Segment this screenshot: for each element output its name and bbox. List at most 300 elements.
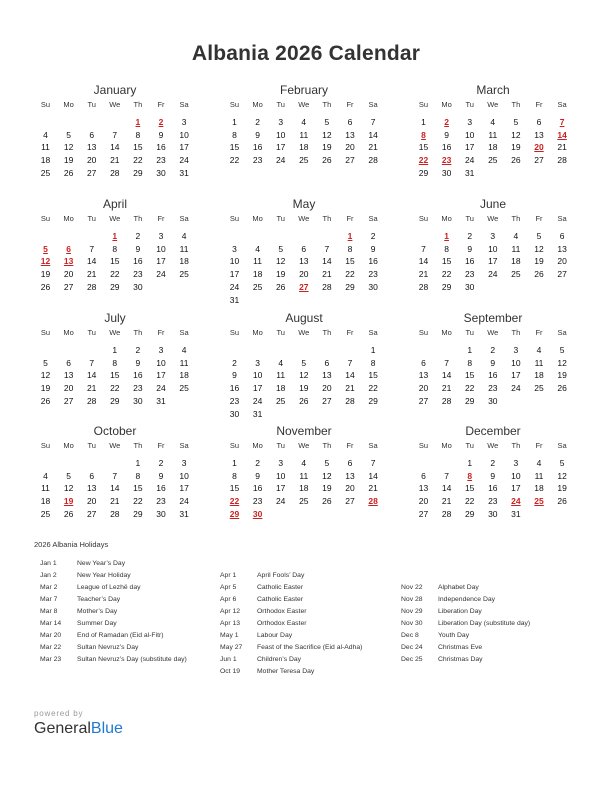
date-cell[interactable]: 7 bbox=[444, 357, 449, 368]
date-cell[interactable]: 2 bbox=[467, 231, 473, 241]
date-cell[interactable]: 21 bbox=[86, 269, 97, 280]
date-cell[interactable]: 30 bbox=[488, 395, 498, 406]
date-cell[interactable]: 6 bbox=[301, 243, 307, 254]
date-cell[interactable]: 18 bbox=[40, 496, 51, 507]
date-cell[interactable]: 19 bbox=[275, 269, 286, 280]
date-cell[interactable]: 15 bbox=[418, 142, 429, 153]
date-cell[interactable]: 17 bbox=[464, 142, 475, 153]
date-cell[interactable]: 16 bbox=[488, 483, 498, 494]
date-cell[interactable]: 23 bbox=[133, 269, 143, 280]
date-cell[interactable]: 21 bbox=[86, 383, 97, 394]
date-cell[interactable]: 1 bbox=[112, 345, 118, 355]
holiday-date-cell[interactable]: 1 bbox=[135, 117, 141, 127]
date-cell[interactable]: 13 bbox=[63, 370, 74, 381]
date-cell[interactable]: 21 bbox=[368, 142, 378, 153]
date-cell[interactable]: 29 bbox=[368, 395, 378, 406]
date-cell[interactable]: 1 bbox=[370, 345, 376, 355]
date-cell[interactable]: 7 bbox=[370, 117, 376, 127]
date-cell[interactable]: 20 bbox=[63, 383, 74, 394]
date-cell[interactable]: 10 bbox=[511, 357, 521, 368]
date-cell[interactable]: 10 bbox=[229, 256, 240, 267]
date-cell[interactable]: 2 bbox=[490, 345, 496, 355]
holiday-date-cell[interactable]: 1 bbox=[347, 231, 353, 241]
date-cell[interactable]: 31 bbox=[179, 167, 189, 178]
date-cell[interactable]: 21 bbox=[441, 496, 452, 507]
date-cell[interactable]: 14 bbox=[441, 370, 452, 381]
date-cell[interactable]: 29 bbox=[345, 281, 355, 292]
date-cell[interactable]: 31 bbox=[464, 167, 475, 178]
date-cell[interactable]: 1 bbox=[232, 117, 237, 127]
date-cell[interactable]: 15 bbox=[110, 370, 120, 381]
date-cell[interactable]: 27 bbox=[86, 508, 97, 519]
date-cell[interactable]: 11 bbox=[41, 483, 50, 494]
date-cell[interactable]: 20 bbox=[418, 383, 429, 394]
date-cell[interactable]: 14 bbox=[86, 256, 97, 267]
date-cell[interactable]: 23 bbox=[156, 155, 166, 166]
date-cell[interactable]: 13 bbox=[418, 483, 429, 494]
date-cell[interactable]: 21 bbox=[418, 269, 429, 280]
date-cell[interactable]: 29 bbox=[110, 395, 120, 406]
date-cell[interactable]: 25 bbox=[179, 269, 189, 280]
date-cell[interactable]: 4 bbox=[301, 117, 307, 127]
date-cell[interactable]: 21 bbox=[322, 269, 332, 280]
date-cell[interactable]: 15 bbox=[133, 483, 143, 494]
date-cell[interactable]: 13 bbox=[299, 256, 309, 267]
date-cell[interactable]: 15 bbox=[229, 483, 240, 494]
holiday-date-cell[interactable]: 14 bbox=[557, 129, 567, 140]
date-cell[interactable]: 27 bbox=[557, 269, 567, 280]
date-cell[interactable]: 13 bbox=[345, 470, 355, 481]
date-cell[interactable]: 6 bbox=[89, 470, 95, 481]
date-cell[interactable]: 19 bbox=[63, 155, 74, 166]
date-cell[interactable]: 26 bbox=[299, 395, 309, 406]
date-cell[interactable]: 9 bbox=[255, 129, 260, 140]
date-cell[interactable]: 6 bbox=[89, 129, 95, 140]
date-cell[interactable]: 24 bbox=[488, 269, 498, 280]
date-cell[interactable]: 6 bbox=[536, 117, 542, 127]
date-cell[interactable]: 12 bbox=[63, 142, 74, 153]
date-cell[interactable]: 30 bbox=[133, 281, 143, 292]
date-cell[interactable]: 30 bbox=[441, 167, 452, 178]
date-cell[interactable]: 11 bbox=[253, 256, 262, 267]
date-cell[interactable]: 15 bbox=[345, 256, 355, 267]
date-cell[interactable]: 29 bbox=[110, 281, 120, 292]
date-cell[interactable]: 24 bbox=[156, 269, 166, 280]
date-cell[interactable]: 3 bbox=[232, 243, 237, 254]
date-cell[interactable]: 30 bbox=[133, 395, 143, 406]
holiday-date-cell[interactable]: 5 bbox=[43, 243, 48, 254]
date-cell[interactable]: 14 bbox=[345, 370, 355, 381]
date-cell[interactable]: 31 bbox=[179, 508, 189, 519]
date-cell[interactable]: 12 bbox=[557, 357, 567, 368]
date-cell[interactable]: 15 bbox=[368, 370, 378, 381]
date-cell[interactable]: 5 bbox=[66, 470, 71, 481]
date-cell[interactable]: 6 bbox=[324, 357, 330, 368]
date-cell[interactable]: 25 bbox=[179, 383, 189, 394]
date-cell[interactable]: 12 bbox=[322, 129, 332, 140]
date-cell[interactable]: 4 bbox=[513, 231, 519, 241]
date-cell[interactable]: 26 bbox=[40, 281, 51, 292]
date-cell[interactable]: 20 bbox=[86, 155, 97, 166]
date-cell[interactable]: 19 bbox=[534, 256, 544, 267]
date-cell[interactable]: 4 bbox=[536, 458, 542, 468]
date-cell[interactable]: 15 bbox=[441, 256, 452, 267]
date-cell[interactable]: 23 bbox=[488, 383, 498, 394]
date-cell[interactable]: 16 bbox=[133, 256, 143, 267]
date-cell[interactable]: 2 bbox=[135, 345, 141, 355]
date-cell[interactable]: 20 bbox=[345, 483, 355, 494]
date-cell[interactable]: 28 bbox=[345, 395, 355, 406]
date-cell[interactable]: 12 bbox=[275, 256, 286, 267]
date-cell[interactable]: 11 bbox=[488, 129, 498, 140]
date-cell[interactable]: 2 bbox=[255, 117, 260, 127]
date-cell[interactable]: 12 bbox=[534, 243, 544, 254]
date-cell[interactable]: 1 bbox=[467, 345, 473, 355]
date-cell[interactable]: 26 bbox=[557, 383, 567, 394]
date-cell[interactable]: 2 bbox=[255, 458, 260, 468]
holiday-date-cell[interactable]: 8 bbox=[467, 470, 473, 481]
date-cell[interactable]: 28 bbox=[418, 281, 429, 292]
date-cell[interactable]: 27 bbox=[345, 496, 355, 507]
date-cell[interactable]: 30 bbox=[229, 408, 240, 419]
date-cell[interactable]: 21 bbox=[368, 483, 378, 494]
date-cell[interactable]: 5 bbox=[301, 357, 307, 368]
date-cell[interactable]: 9 bbox=[255, 470, 260, 481]
date-cell[interactable]: 14 bbox=[418, 256, 429, 267]
date-cell[interactable]: 16 bbox=[252, 483, 263, 494]
date-cell[interactable]: 26 bbox=[275, 281, 286, 292]
date-cell[interactable]: 18 bbox=[179, 370, 189, 381]
date-cell[interactable]: 12 bbox=[63, 483, 74, 494]
date-cell[interactable]: 22 bbox=[441, 269, 452, 280]
date-cell[interactable]: 11 bbox=[511, 243, 521, 254]
date-cell[interactable]: 17 bbox=[275, 483, 286, 494]
holiday-date-cell[interactable]: 20 bbox=[534, 142, 544, 153]
date-cell[interactable]: 16 bbox=[368, 256, 378, 267]
date-cell[interactable]: 9 bbox=[232, 370, 237, 381]
date-cell[interactable]: 3 bbox=[181, 458, 187, 468]
date-cell[interactable]: 19 bbox=[299, 383, 309, 394]
date-cell[interactable]: 23 bbox=[464, 269, 475, 280]
date-cell[interactable]: 29 bbox=[464, 508, 475, 519]
date-cell[interactable]: 26 bbox=[534, 269, 544, 280]
date-cell[interactable]: 17 bbox=[179, 483, 189, 494]
date-cell[interactable]: 8 bbox=[112, 243, 118, 254]
date-cell[interactable]: 17 bbox=[179, 142, 189, 153]
date-cell[interactable]: 13 bbox=[557, 243, 567, 254]
date-cell[interactable]: 6 bbox=[66, 357, 71, 368]
date-cell[interactable]: 13 bbox=[322, 370, 332, 381]
date-cell[interactable]: 24 bbox=[179, 496, 189, 507]
date-cell[interactable]: 9 bbox=[490, 357, 496, 368]
date-cell[interactable]: 12 bbox=[322, 470, 332, 481]
date-cell[interactable]: 11 bbox=[534, 470, 544, 481]
date-cell[interactable]: 15 bbox=[464, 370, 475, 381]
date-cell[interactable]: 13 bbox=[534, 129, 544, 140]
date-cell[interactable]: 26 bbox=[63, 167, 74, 178]
date-cell[interactable]: 16 bbox=[229, 383, 240, 394]
date-cell[interactable]: 23 bbox=[252, 496, 263, 507]
date-cell[interactable]: 12 bbox=[40, 370, 51, 381]
date-cell[interactable]: 1 bbox=[421, 117, 426, 127]
date-cell[interactable]: 5 bbox=[536, 231, 542, 241]
date-cell[interactable]: 17 bbox=[511, 483, 521, 494]
date-cell[interactable]: 2 bbox=[158, 458, 164, 468]
date-cell[interactable]: 31 bbox=[156, 395, 166, 406]
holiday-date-cell[interactable]: 2 bbox=[444, 117, 449, 127]
date-cell[interactable]: 19 bbox=[511, 142, 521, 153]
date-cell[interactable]: 16 bbox=[252, 142, 263, 153]
date-cell[interactable]: 28 bbox=[86, 395, 97, 406]
date-cell[interactable]: 19 bbox=[322, 483, 332, 494]
date-cell[interactable]: 29 bbox=[464, 395, 475, 406]
date-cell[interactable]: 28 bbox=[322, 281, 332, 292]
date-cell[interactable]: 18 bbox=[534, 370, 544, 381]
date-cell[interactable]: 27 bbox=[322, 395, 332, 406]
date-cell[interactable]: 27 bbox=[63, 281, 74, 292]
date-cell[interactable]: 29 bbox=[441, 281, 452, 292]
date-cell[interactable]: 14 bbox=[441, 483, 452, 494]
date-cell[interactable]: 21 bbox=[345, 383, 355, 394]
date-cell[interactable]: 20 bbox=[345, 142, 355, 153]
date-cell[interactable]: 26 bbox=[511, 155, 521, 166]
date-cell[interactable]: 1 bbox=[135, 458, 141, 468]
date-cell[interactable]: 18 bbox=[179, 256, 189, 267]
date-cell[interactable]: 23 bbox=[488, 496, 498, 507]
date-cell[interactable]: 7 bbox=[347, 357, 353, 368]
date-cell[interactable]: 8 bbox=[135, 470, 141, 481]
date-cell[interactable]: 20 bbox=[86, 496, 97, 507]
date-cell[interactable]: 14 bbox=[322, 256, 332, 267]
date-cell[interactable]: 19 bbox=[557, 370, 567, 381]
date-cell[interactable]: 8 bbox=[347, 243, 353, 254]
holiday-date-cell[interactable]: 22 bbox=[229, 496, 240, 507]
holiday-date-cell[interactable]: 19 bbox=[63, 496, 74, 507]
date-cell[interactable]: 8 bbox=[232, 470, 237, 481]
date-cell[interactable]: 7 bbox=[324, 243, 330, 254]
date-cell[interactable]: 8 bbox=[370, 357, 376, 368]
date-cell[interactable]: 16 bbox=[464, 256, 475, 267]
date-cell[interactable]: 4 bbox=[43, 129, 48, 140]
date-cell[interactable]: 18 bbox=[40, 155, 51, 166]
date-cell[interactable]: 17 bbox=[275, 142, 286, 153]
date-cell[interactable]: 6 bbox=[347, 458, 353, 468]
date-cell[interactable]: 25 bbox=[299, 155, 309, 166]
date-cell[interactable]: 10 bbox=[252, 370, 263, 381]
date-cell[interactable]: 26 bbox=[557, 496, 567, 507]
date-cell[interactable]: 26 bbox=[40, 395, 51, 406]
date-cell[interactable]: 5 bbox=[43, 357, 48, 368]
date-cell[interactable]: 27 bbox=[534, 155, 544, 166]
date-cell[interactable]: 9 bbox=[370, 243, 376, 254]
date-cell[interactable]: 3 bbox=[158, 345, 164, 355]
date-cell[interactable]: 11 bbox=[299, 129, 309, 140]
date-cell[interactable]: 6 bbox=[421, 357, 426, 368]
date-cell[interactable]: 13 bbox=[418, 370, 429, 381]
holiday-date-cell[interactable]: 1 bbox=[444, 231, 449, 241]
date-cell[interactable]: 5 bbox=[324, 458, 330, 468]
date-cell[interactable]: 25 bbox=[40, 508, 51, 519]
date-cell[interactable]: 11 bbox=[299, 470, 309, 481]
date-cell[interactable]: 26 bbox=[322, 496, 332, 507]
date-cell[interactable]: 11 bbox=[41, 142, 50, 153]
date-cell[interactable]: 2 bbox=[370, 231, 376, 241]
date-cell[interactable]: 30 bbox=[368, 281, 378, 292]
date-cell[interactable]: 12 bbox=[299, 370, 309, 381]
date-cell[interactable]: 28 bbox=[557, 155, 567, 166]
date-cell[interactable]: 19 bbox=[557, 483, 567, 494]
holiday-date-cell[interactable]: 12 bbox=[40, 256, 51, 267]
date-cell[interactable]: 28 bbox=[110, 508, 120, 519]
date-cell[interactable]: 31 bbox=[252, 408, 263, 419]
date-cell[interactable]: 10 bbox=[464, 129, 475, 140]
date-cell[interactable]: 27 bbox=[418, 395, 429, 406]
date-cell[interactable]: 16 bbox=[488, 370, 498, 381]
holiday-date-cell[interactable]: 22 bbox=[418, 155, 429, 166]
date-cell[interactable]: 15 bbox=[110, 256, 120, 267]
date-cell[interactable]: 18 bbox=[299, 142, 309, 153]
date-cell[interactable]: 19 bbox=[322, 142, 332, 153]
date-cell[interactable]: 26 bbox=[322, 155, 332, 166]
date-cell[interactable]: 30 bbox=[488, 508, 498, 519]
date-cell[interactable]: 2 bbox=[232, 357, 237, 368]
date-cell[interactable]: 23 bbox=[156, 496, 166, 507]
date-cell[interactable]: 8 bbox=[467, 357, 473, 368]
holiday-date-cell[interactable]: 6 bbox=[66, 243, 71, 254]
date-cell[interactable]: 6 bbox=[347, 117, 353, 127]
date-cell[interactable]: 18 bbox=[275, 383, 286, 394]
date-cell[interactable]: 14 bbox=[368, 129, 378, 140]
date-cell[interactable]: 6 bbox=[559, 231, 565, 241]
date-cell[interactable]: 15 bbox=[229, 142, 240, 153]
date-cell[interactable]: 7 bbox=[89, 243, 95, 254]
date-cell[interactable]: 5 bbox=[513, 117, 519, 127]
date-cell[interactable]: 3 bbox=[278, 458, 284, 468]
date-cell[interactable]: 7 bbox=[370, 458, 376, 468]
date-cell[interactable]: 14 bbox=[110, 483, 120, 494]
date-cell[interactable]: 19 bbox=[40, 383, 51, 394]
date-cell[interactable]: 25 bbox=[511, 269, 521, 280]
date-cell[interactable]: 15 bbox=[133, 142, 143, 153]
date-cell[interactable]: 5 bbox=[278, 243, 284, 254]
date-cell[interactable]: 14 bbox=[110, 142, 120, 153]
holiday-date-cell[interactable]: 29 bbox=[229, 508, 240, 519]
date-cell[interactable]: 25 bbox=[40, 167, 51, 178]
date-cell[interactable]: 20 bbox=[418, 496, 429, 507]
date-cell[interactable]: 3 bbox=[181, 117, 187, 127]
date-cell[interactable]: 20 bbox=[63, 269, 74, 280]
date-cell[interactable]: 21 bbox=[110, 496, 120, 507]
date-cell[interactable]: 8 bbox=[135, 129, 141, 140]
date-cell[interactable]: 25 bbox=[252, 281, 263, 292]
date-cell[interactable]: 16 bbox=[156, 142, 166, 153]
date-cell[interactable]: 22 bbox=[133, 155, 143, 166]
date-cell[interactable]: 28 bbox=[368, 155, 378, 166]
date-cell[interactable]: 10 bbox=[156, 243, 166, 254]
date-cell[interactable]: 24 bbox=[275, 155, 286, 166]
date-cell[interactable]: 3 bbox=[158, 231, 164, 241]
date-cell[interactable]: 23 bbox=[133, 383, 143, 394]
date-cell[interactable]: 28 bbox=[441, 508, 452, 519]
date-cell[interactable]: 2 bbox=[135, 231, 141, 241]
holiday-date-cell[interactable]: 25 bbox=[534, 496, 544, 507]
date-cell[interactable]: 26 bbox=[63, 508, 74, 519]
holiday-date-cell[interactable]: 13 bbox=[63, 256, 74, 267]
date-cell[interactable]: 10 bbox=[156, 357, 166, 368]
date-cell[interactable]: 10 bbox=[488, 243, 498, 254]
date-cell[interactable]: 18 bbox=[299, 483, 309, 494]
date-cell[interactable]: 17 bbox=[511, 370, 521, 381]
date-cell[interactable]: 31 bbox=[229, 294, 240, 305]
date-cell[interactable]: 24 bbox=[275, 496, 286, 507]
date-cell[interactable]: 17 bbox=[156, 370, 166, 381]
date-cell[interactable]: 24 bbox=[156, 383, 166, 394]
holiday-date-cell[interactable]: 30 bbox=[252, 508, 263, 519]
date-cell[interactable]: 10 bbox=[511, 470, 521, 481]
date-cell[interactable]: 20 bbox=[299, 269, 309, 280]
date-cell[interactable]: 27 bbox=[345, 155, 355, 166]
date-cell[interactable]: 22 bbox=[229, 155, 240, 166]
date-cell[interactable]: 22 bbox=[133, 496, 143, 507]
holiday-date-cell[interactable]: 7 bbox=[559, 117, 565, 127]
date-cell[interactable]: 18 bbox=[511, 256, 521, 267]
date-cell[interactable]: 7 bbox=[112, 470, 118, 481]
date-cell[interactable]: 3 bbox=[467, 117, 473, 127]
date-cell[interactable]: 25 bbox=[275, 395, 286, 406]
date-cell[interactable]: 11 bbox=[179, 243, 189, 254]
date-cell[interactable]: 17 bbox=[229, 269, 240, 280]
date-cell[interactable]: 4 bbox=[278, 357, 284, 368]
date-cell[interactable]: 27 bbox=[63, 395, 74, 406]
date-cell[interactable]: 9 bbox=[444, 129, 449, 140]
date-cell[interactable]: 29 bbox=[418, 167, 429, 178]
date-cell[interactable]: 20 bbox=[322, 383, 332, 394]
date-cell[interactable]: 28 bbox=[110, 167, 120, 178]
date-cell[interactable]: 22 bbox=[464, 496, 475, 507]
date-cell[interactable]: 4 bbox=[43, 470, 48, 481]
date-cell[interactable]: 5 bbox=[559, 345, 565, 355]
date-cell[interactable]: 3 bbox=[490, 231, 496, 241]
date-cell[interactable]: 24 bbox=[229, 281, 240, 292]
date-cell[interactable]: 30 bbox=[156, 167, 166, 178]
date-cell[interactable]: 24 bbox=[464, 155, 475, 166]
date-cell[interactable]: 16 bbox=[441, 142, 452, 153]
date-cell[interactable]: 14 bbox=[368, 470, 378, 481]
date-cell[interactable]: 17 bbox=[252, 383, 263, 394]
date-cell[interactable]: 19 bbox=[40, 269, 51, 280]
date-cell[interactable]: 18 bbox=[252, 269, 263, 280]
date-cell[interactable]: 12 bbox=[557, 470, 567, 481]
date-cell[interactable]: 2 bbox=[490, 458, 496, 468]
date-cell[interactable]: 9 bbox=[135, 357, 141, 368]
date-cell[interactable]: 12 bbox=[511, 129, 521, 140]
date-cell[interactable]: 28 bbox=[86, 281, 97, 292]
date-cell[interactable]: 18 bbox=[534, 483, 544, 494]
date-cell[interactable]: 17 bbox=[156, 256, 166, 267]
date-cell[interactable]: 10 bbox=[275, 129, 286, 140]
date-cell[interactable]: 7 bbox=[89, 357, 95, 368]
date-cell[interactable]: 24 bbox=[179, 155, 189, 166]
date-cell[interactable]: 27 bbox=[418, 508, 429, 519]
date-cell[interactable]: 5 bbox=[324, 117, 330, 127]
date-cell[interactable]: 16 bbox=[133, 370, 143, 381]
date-cell[interactable]: 4 bbox=[301, 458, 307, 468]
holiday-date-cell[interactable]: 8 bbox=[421, 129, 426, 140]
date-cell[interactable]: 10 bbox=[275, 470, 286, 481]
date-cell[interactable]: 20 bbox=[557, 256, 567, 267]
date-cell[interactable]: 29 bbox=[133, 508, 143, 519]
date-cell[interactable]: 17 bbox=[488, 256, 498, 267]
